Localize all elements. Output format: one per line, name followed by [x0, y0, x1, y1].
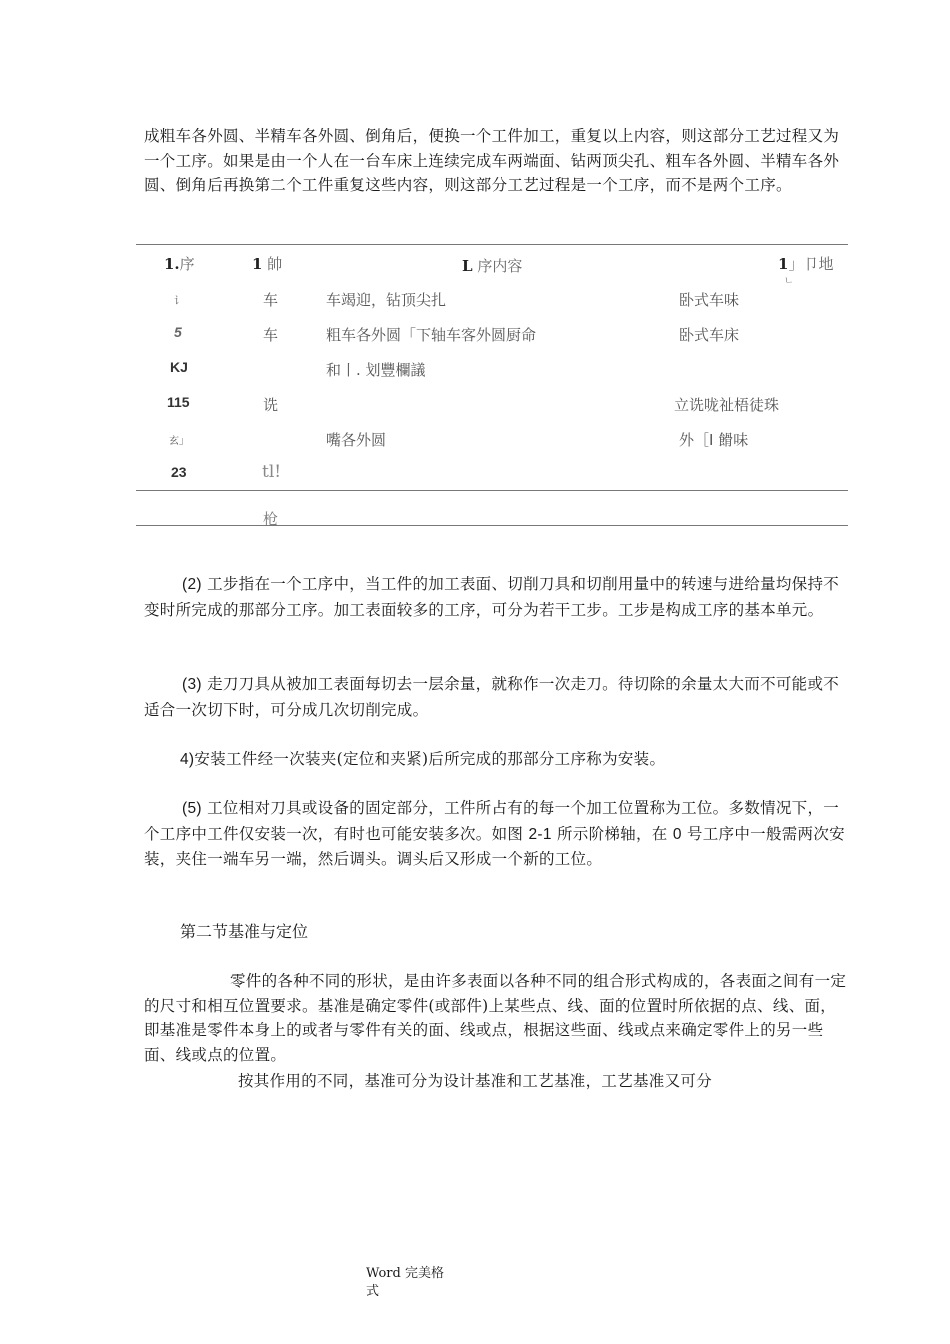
table-cell: 5	[174, 324, 182, 340]
item-5-paragraph: (5) 工位相对刀具或设备的固定部分，工件所占有的每一个加工位置称为工位。多数情况下，一个工序中工件仅安装一次，有时也可能安装多次。如图 2-1 所示阶梯轴，在 0 号工序中一般需两次安装，夹住一端车另一端，然后调头。调头后又形成一个新的工位。	[144, 799, 845, 868]
table-cell: 立诜咙祉梧徒珠	[674, 396, 780, 414]
item-2-paragraph: (2) 工步指在一个工序中，当工件的加工表面、切削刀具和切削用量中的转速与进给量均保持不变时所完成的那部分工序。加工表面较多的工序，可分为若干工步。工步是构成工序的基本单元。	[144, 575, 840, 619]
table-cell: 外［I 餶味	[679, 431, 749, 449]
table-cell: KJ	[170, 359, 188, 375]
table-cell: 车	[263, 291, 279, 309]
table-cell: 讠	[174, 296, 184, 307]
item-4-paragraph: 4)安装工件经一次装夹(定位和夹紧)后所完成的那部分工序称为安装。	[180, 750, 666, 768]
table-header-col2: 1 帥	[252, 255, 283, 273]
table-cell: 玄」	[169, 436, 189, 447]
table-cell: 车	[263, 326, 279, 344]
table-header-col3: L 序内容	[462, 257, 523, 275]
footer-line-2: 式	[366, 1284, 380, 1299]
table-bottom-rule	[136, 525, 848, 526]
table-cell: 和丨. 划豐欄議	[326, 361, 426, 379]
datum-paragraph: 按其作用的不同，基准可分为设计基准和工艺基准，工艺基准又可分	[238, 1072, 713, 1090]
process-table	[136, 244, 848, 526]
table-header-col1: 1.序	[164, 255, 195, 273]
table-mid-rule	[136, 490, 848, 491]
table-header-mark: ㄴ	[784, 276, 794, 287]
table-cell: 诜	[263, 396, 279, 414]
table-cell: 车竭迎，钻顶尖扎	[326, 291, 447, 309]
table-cell: 卧式车味	[679, 291, 740, 309]
table-cell: 嘴各外圆	[326, 431, 387, 449]
section-heading: 第二节基准与定位	[180, 922, 309, 941]
table-cell: 枪	[263, 510, 279, 528]
table-top-rule	[136, 244, 848, 245]
table-cell: 粗车各外圆「下轴车客外圆厨命	[326, 326, 537, 344]
item-3-paragraph: (3) 走刀刀具从被加工表面每切去一层余量，就称作一次走刀。待切除的余量太大而不可能或不适合一次切下时，可分成几次切削完成。	[144, 675, 840, 719]
intro-paragraph: 成粗车各外圆、半精车各外圆、倒角后，便换一个工件加工，重复以上内容，则这部分工艺过程又为一个工序。如果是由一个人在一台车床上连续完成车两端面、钻两顶尖孔、粗车各外圆、半精车各外圆、倒角后再换第二个工件重复这些内容，则这部分工艺过程是一个工序，而不是两个工序。	[144, 127, 840, 194]
table-cell: tl!	[262, 462, 282, 482]
parts-paragraph: 零件的各种不同的形状，是由许多表面以各种不同的组合形式构成的，各表面之间有一定的尺寸和相互位置要求。基准是确定零件(或部件)上某些点、线、面的位置时所依据的点、线、面，即基准是零件本身上的或者与零件有关的面、线或点，根据这些面、线或点来确定零件上的另一些面、线或点的位置。	[144, 972, 847, 1064]
table-cell: 23	[171, 464, 187, 480]
footer-line-1: Word 完美格	[366, 1266, 444, 1281]
table-header-col4: 1」卩地	[778, 255, 834, 273]
table-cell: 115	[167, 394, 190, 410]
page-footer	[366, 1265, 446, 1301]
table-cell: 卧式车床	[679, 326, 740, 344]
